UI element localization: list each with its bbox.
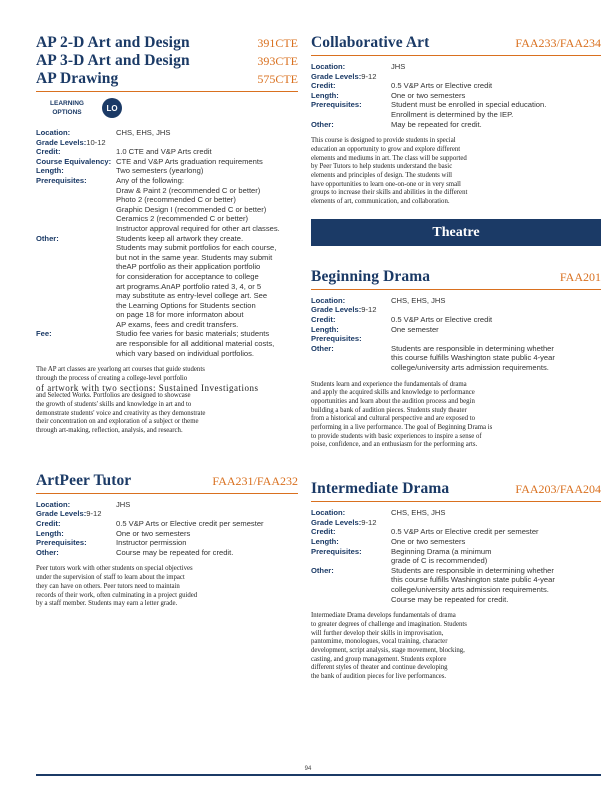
prerequisites-value: Instructor permission xyxy=(116,538,187,548)
field-label: Other: xyxy=(36,233,59,243)
field-label: Credit: xyxy=(311,527,336,537)
field-label: Length: xyxy=(36,528,64,538)
course-title: Intermediate Drama xyxy=(311,480,450,498)
grade-levels-value: 10-12 xyxy=(86,137,106,147)
grade-levels-value: 9-12 xyxy=(361,305,377,315)
location-value: CHS, EHS, JHS xyxy=(391,295,446,305)
theatre-section-banner: Theatre xyxy=(311,219,601,246)
field-label: Location: xyxy=(311,508,346,518)
course-header xyxy=(36,70,298,88)
course-header xyxy=(36,52,298,70)
location-value: CHS, EHS, JHS xyxy=(391,508,446,518)
field-label: Grade Levels: xyxy=(36,137,87,147)
course-code: FAA233/FAA234 xyxy=(515,36,601,50)
footer-rule xyxy=(36,774,601,776)
course-details xyxy=(311,62,601,129)
course-title: ArtPeer Tutor xyxy=(36,471,132,489)
course-title: AP 3-D Art and Design xyxy=(36,52,190,69)
field-label: Prerequisites: xyxy=(36,538,87,548)
title-divider xyxy=(36,91,298,92)
other-value: May be repeated for credit. xyxy=(391,119,482,129)
grade-levels-value: 9-12 xyxy=(361,71,377,81)
field-label: Credit: xyxy=(311,314,336,324)
prerequisites-value: Student must be enrolled in special education. Enrollment is determined by the IEP. xyxy=(391,100,547,119)
other-value: Students are responsible in determining whether this course fulfills Washington state public 4-year college/university arts admission requirements. Course may be repeated for credit. xyxy=(391,565,555,604)
course-description: The AP art classes are yearlong art courses that guide students through the process of creating a college-level portfolio of artwork with two sections: Sustained Investigations and Selected Works. Portfolios are designed to showcase the growth of students' skills and knowledge in art and to demonstrate students' voice and creativity as they demonstrate their concentration on and exploration of a subject or theme through art-making, reflection, analysis, and research. xyxy=(36,366,259,435)
field-label: Credit: xyxy=(311,81,336,91)
field-label: Other: xyxy=(311,565,334,575)
prerequisites-value: Beginning Drama (a minimum grade of C is recommended) xyxy=(391,546,492,566)
field-label: Other: xyxy=(311,119,334,129)
course-ap-art xyxy=(36,34,298,436)
credit-value: 1.0 CTE and V&P Arts credit xyxy=(116,147,212,157)
course-title: Collaborative Art xyxy=(311,34,430,51)
title-divider xyxy=(311,501,601,502)
course-code: FAA201 xyxy=(559,269,601,284)
grade-levels-value: 9-12 xyxy=(86,509,102,519)
course-collaborative-art xyxy=(311,34,601,207)
course-description: Students learn and experience the fundamentals of drama and apply the acquired skills and knowledge to performance opportunities and learn about the audition process and begin building a bank of audition pieces. Students study theater from a historical and cultural perspective and are exposed to performing in a live performance. The goal of Beginning Drama is to provide students with basic experiences to inspire a sense of poise, confidence, and an enthusiasm for the performing arts. xyxy=(311,380,493,449)
title-divider xyxy=(311,55,601,56)
field-label: Location: xyxy=(36,128,71,137)
field-label: Location: xyxy=(36,499,71,509)
course-title: AP Drawing xyxy=(36,70,119,87)
other-value: Students keep all artwork they create. Students may submit portfolios for each course, but not in the same year. Students may submit theAP portfolio as their application portfolio for consideration for acceptance to college art programs.AnAP portfolio rated 3, 4, or 5 may substitute as entry-level college art. See the Learning Options for Students section on page 18 for more informaton about AP exams, fees and credit transfers. xyxy=(116,233,277,329)
course-title: Beginning Drama xyxy=(311,267,431,285)
length-value: One or two semesters xyxy=(391,536,466,546)
other-value: Students are responsible in determining whether this course fulfills Washington state public 4-year college/university arts admission requirements. xyxy=(391,343,555,372)
course-title: AP 2-D Art and Design xyxy=(36,34,190,51)
location-value: JHS xyxy=(116,499,131,509)
field-label: Length: xyxy=(311,324,339,334)
field-label: Location: xyxy=(311,295,346,305)
course-code: FAA231/FAA232 xyxy=(212,473,298,488)
field-label: Credit: xyxy=(36,147,61,157)
credit-value: 0.5 V&P Arts or Elective credit per semester xyxy=(391,527,539,537)
learning-options-label: LEARNING OPTIONS xyxy=(50,100,84,116)
course-code: 391CTE xyxy=(257,36,298,50)
length-value: One semester xyxy=(391,324,439,334)
course-code: 393CTE xyxy=(257,54,298,68)
course-details xyxy=(36,500,298,558)
field-label: Location: xyxy=(311,62,346,71)
field-label: Other: xyxy=(36,547,59,557)
grade-levels-value: 9-12 xyxy=(361,517,377,527)
field-label: Length: xyxy=(311,536,339,546)
length-value: One or two semesters xyxy=(116,528,191,538)
field-label: Grade Levels: xyxy=(311,517,362,527)
field-label: Prerequisites: xyxy=(311,334,362,344)
course-equivalency-value: CTE and V&P Arts graduation requirements xyxy=(116,156,263,166)
field-label: Credit: xyxy=(36,519,61,529)
field-label: Length: xyxy=(311,90,339,100)
location-value: CHS, EHS, JHS xyxy=(116,128,171,137)
course-header xyxy=(311,34,601,52)
right-column xyxy=(311,34,601,682)
course-header xyxy=(311,268,601,286)
credit-value: 0.5 V&P Arts or Elective credit xyxy=(391,314,493,324)
credit-value: 0.5 V&P Arts or Elective credit per semester xyxy=(116,519,264,529)
page-number: 94 xyxy=(304,766,312,772)
length-value: Two semesters (yearlong) xyxy=(116,166,204,176)
course-header xyxy=(36,34,298,52)
field-label: Prerequisites: xyxy=(311,546,362,556)
course-code: 575CTE xyxy=(257,72,298,86)
learning-options-icon: LO xyxy=(102,98,122,118)
course-beginning-drama xyxy=(311,268,601,450)
left-column xyxy=(36,34,298,609)
course-header xyxy=(36,472,298,490)
course-artpeer-tutor xyxy=(36,472,298,609)
field-label: Grade Levels: xyxy=(36,509,87,519)
field-label: Prerequisites: xyxy=(36,175,87,185)
course-description: This course is designed to provide students in special education an opportunity to grow and explore different elements and mediums in art. The class will be supported by Peer Tutors to help students understand the basic elements and principles of design. The students will have opportunities to learn one-on-one or in very small groups to increase their skills and abilities in the different elements of art, communication, and collaboration. xyxy=(311,137,468,206)
course-description: Peer tutors work with other students on special objectives under the supervision of staff to learn about the impact they can have on others. Peer tutors need to maintain records of their work, often culminating in a project guided by a staff member. Students may earn a letter grade. xyxy=(36,565,198,608)
field-label: Other: xyxy=(311,343,334,353)
length-value: One or two semesters xyxy=(391,90,466,100)
course-header xyxy=(311,480,601,498)
course-details xyxy=(311,296,601,373)
course-description: Intermediate Drama develops fundamentals of drama to greater degrees of challenge and imagination. Students will further develop their skills in improvisation, pantomime, monologues, vocal training, character development, script analysis, stage movement, blocking, casting, and group management. Students explore different styles of theater and continue developing the bank of audition pieces for live performances. xyxy=(311,612,467,681)
credit-value: 0.5 V&P Arts or Elective credit xyxy=(391,81,493,91)
course-details xyxy=(36,128,298,358)
field-label: Prerequisites: xyxy=(311,100,362,110)
field-label: Length: xyxy=(36,166,64,176)
course-code: FAA203/FAA204 xyxy=(515,482,601,497)
learning-options-badge xyxy=(46,98,298,118)
fee-value: Studio fee varies for basic materials; students are responsible for all additional material costs, which vary based on individual portfolios. xyxy=(116,329,275,358)
title-divider xyxy=(36,493,298,494)
field-label: Course Equivalency: xyxy=(36,156,112,166)
course-intermediate-drama xyxy=(311,480,601,682)
course-details xyxy=(311,508,601,604)
title-divider xyxy=(311,289,601,290)
field-label: Grade Levels: xyxy=(311,305,362,315)
other-value: Course may be repeated for credit. xyxy=(116,547,234,557)
field-label: Grade Levels: xyxy=(311,71,362,81)
location-value: JHS xyxy=(391,62,406,71)
field-label: Fee: xyxy=(36,329,52,339)
prerequisites-value: Any of the following: Draw & Paint 2 (recommended C or better) Photo 2 (recommended C or better) Graphic Design I (recommended C or better) Ceramics 2 (recommended C or better) Instructor approval required for other art classes. xyxy=(116,175,280,233)
